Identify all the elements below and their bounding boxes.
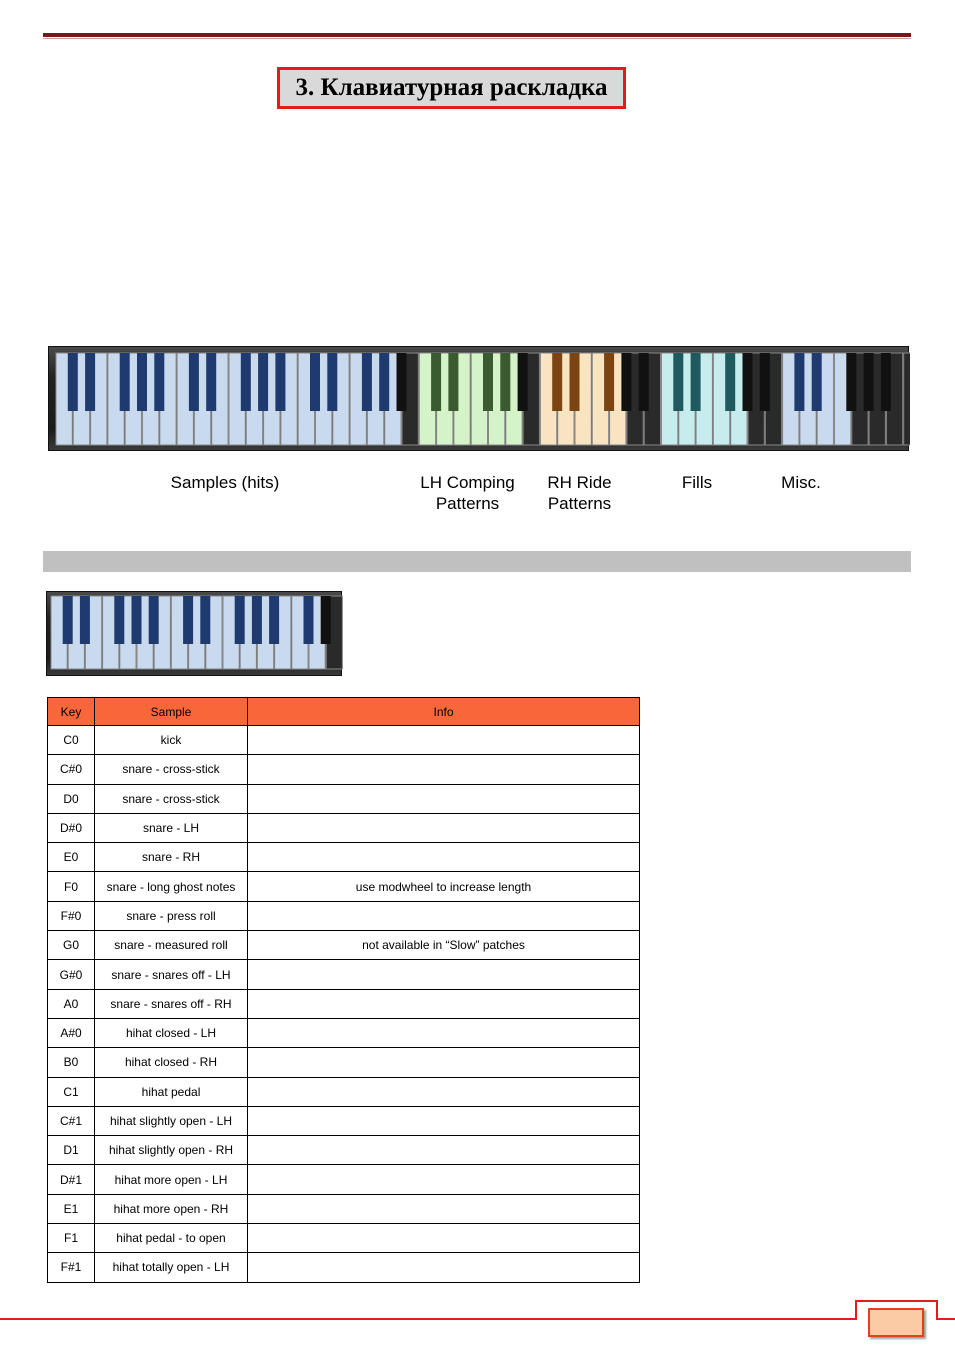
cell-key: G0 <box>48 931 95 960</box>
cell-key: F#0 <box>48 901 95 930</box>
black-key <box>183 596 193 644</box>
black-key <box>206 353 216 411</box>
table-row <box>48 784 640 813</box>
cell-sample: hihat slightly open - LH <box>95 1106 248 1135</box>
cell-sample: hihat pedal <box>95 1077 248 1106</box>
black-key <box>570 353 580 411</box>
black-key <box>304 596 314 644</box>
cell-info <box>248 1253 640 1282</box>
black-key <box>258 353 268 411</box>
samples-table <box>47 697 640 1283</box>
cell-info <box>248 784 640 813</box>
cell-sample: hihat totally open - LH <box>95 1253 248 1282</box>
black-key <box>483 353 493 411</box>
table-row <box>48 989 640 1018</box>
cell-info <box>248 901 640 930</box>
cell-key: G#0 <box>48 960 95 989</box>
cell-key: D1 <box>48 1136 95 1165</box>
header-key: Key <box>48 698 95 726</box>
black-key <box>379 353 389 411</box>
cell-sample: hihat more open - LH <box>95 1165 248 1194</box>
cell-key: C#1 <box>48 1106 95 1135</box>
black-key <box>639 353 649 411</box>
black-key <box>846 353 856 411</box>
footer-tab-right <box>936 1300 938 1320</box>
table-header-row <box>48 698 640 726</box>
black-key <box>327 353 337 411</box>
region-label-rh-ride: RH Ride Patterns <box>547 473 612 513</box>
cell-key: F0 <box>48 872 95 901</box>
table-row <box>48 1018 640 1047</box>
black-key <box>812 353 822 411</box>
cell-sample: snare - snares off - RH <box>95 989 248 1018</box>
cell-info <box>248 989 640 1018</box>
cell-key: E0 <box>48 843 95 872</box>
black-key <box>397 353 407 411</box>
table-row <box>48 931 640 960</box>
cell-key: D0 <box>48 784 95 813</box>
black-key <box>500 353 510 411</box>
black-key <box>881 353 891 411</box>
cell-info <box>248 960 640 989</box>
region-label-samples: Samples (hits) <box>170 473 280 492</box>
cell-sample: hihat slightly open - RH <box>95 1136 248 1165</box>
black-key <box>431 353 441 411</box>
table-row <box>48 1194 640 1223</box>
cell-key: C1 <box>48 1077 95 1106</box>
black-key <box>604 353 614 411</box>
black-key <box>68 353 78 411</box>
footer-tab-left <box>855 1300 857 1320</box>
header-rule <box>43 33 911 37</box>
cell-info <box>248 1165 640 1194</box>
black-key <box>275 353 285 411</box>
black-key <box>114 596 124 644</box>
region-label-lh-comping: LH Comping Patterns <box>420 473 515 513</box>
section-divider-bar <box>43 551 911 572</box>
cell-sample: snare - cross-stick <box>95 755 248 784</box>
black-key <box>252 596 262 644</box>
black-key <box>241 353 251 411</box>
cell-sample: snare - cross-stick <box>95 784 248 813</box>
table-row <box>48 1253 640 1282</box>
table-row <box>48 1136 640 1165</box>
black-key <box>310 353 320 411</box>
table-row <box>48 960 640 989</box>
region-label-misc: Misc. <box>781 473 821 492</box>
cell-key: A0 <box>48 989 95 1018</box>
black-key <box>691 353 701 411</box>
black-key <box>189 353 199 411</box>
cell-key: D#1 <box>48 1165 95 1194</box>
cell-info <box>248 1048 640 1077</box>
footer-rule <box>0 1318 857 1320</box>
black-key <box>621 353 631 411</box>
cell-info: not available in “Slow” patches <box>248 931 640 960</box>
table-row <box>48 1165 640 1194</box>
cell-key: F1 <box>48 1224 95 1253</box>
black-key <box>321 596 331 644</box>
samples-keyboard <box>46 591 342 676</box>
black-key <box>154 353 164 411</box>
black-key <box>80 596 90 644</box>
cell-info <box>248 726 640 755</box>
black-key <box>743 353 753 411</box>
page-number-box <box>868 1308 924 1337</box>
cell-sample: hihat closed - RH <box>95 1048 248 1077</box>
cell-key: C0 <box>48 726 95 755</box>
table-row <box>48 872 640 901</box>
black-key <box>132 596 142 644</box>
footer-rule-right <box>938 1318 955 1320</box>
white-key <box>904 353 910 445</box>
black-key <box>235 596 245 644</box>
table-row <box>48 1048 640 1077</box>
cell-key: B0 <box>48 1048 95 1077</box>
black-key <box>864 353 874 411</box>
cell-info <box>248 1136 640 1165</box>
table-row <box>48 1106 640 1135</box>
cell-sample: hihat more open - RH <box>95 1194 248 1223</box>
cell-info: use modwheel to increase length <box>248 872 640 901</box>
black-key <box>269 596 279 644</box>
black-key <box>794 353 804 411</box>
black-key <box>149 596 159 644</box>
cell-sample: snare - RH <box>95 843 248 872</box>
black-key <box>85 353 95 411</box>
cell-key: E1 <box>48 1194 95 1223</box>
table-row <box>48 726 640 755</box>
section-title: 3. Клавиатурная раскладка <box>277 67 626 109</box>
cell-info <box>248 813 640 842</box>
black-key <box>362 353 372 411</box>
cell-sample: snare - press roll <box>95 901 248 930</box>
table-row <box>48 813 640 842</box>
cell-key: C#0 <box>48 755 95 784</box>
cell-info <box>248 1018 640 1047</box>
black-key <box>63 596 73 644</box>
cell-sample: snare - snares off - LH <box>95 960 248 989</box>
footer-tab-top <box>855 1300 938 1302</box>
table-row <box>48 901 640 930</box>
cell-info <box>248 1077 640 1106</box>
cell-key: F#1 <box>48 1253 95 1282</box>
table-row <box>48 755 640 784</box>
cell-info <box>248 1106 640 1135</box>
full-keyboard-graphic <box>49 347 910 452</box>
header-sample: Sample <box>95 698 248 726</box>
table-row <box>48 1077 640 1106</box>
black-key <box>120 353 130 411</box>
cell-sample: kick <box>95 726 248 755</box>
black-key <box>137 353 147 411</box>
table-row <box>48 1224 640 1253</box>
cell-sample: snare - LH <box>95 813 248 842</box>
full-keyboard <box>48 346 909 451</box>
cell-info <box>248 1194 640 1223</box>
black-key <box>200 596 210 644</box>
cell-info <box>248 843 640 872</box>
cell-info <box>248 755 640 784</box>
black-key <box>673 353 683 411</box>
cell-sample: snare - long ghost notes <box>95 872 248 901</box>
cell-sample: snare - measured roll <box>95 931 248 960</box>
header-rule-thin <box>43 38 911 39</box>
black-key <box>760 353 770 411</box>
cell-key: A#0 <box>48 1018 95 1047</box>
cell-sample: hihat pedal - to open <box>95 1224 248 1253</box>
black-key <box>552 353 562 411</box>
black-key <box>725 353 735 411</box>
black-key <box>518 353 528 411</box>
cell-sample: hihat closed - LH <box>95 1018 248 1047</box>
samples-keyboard-graphic <box>47 592 343 677</box>
cell-key: D#0 <box>48 813 95 842</box>
cell-info <box>248 1224 640 1253</box>
header-info: Info <box>248 698 640 726</box>
black-key <box>448 353 458 411</box>
table-row <box>48 843 640 872</box>
region-label-fills: Fills <box>681 473 713 492</box>
